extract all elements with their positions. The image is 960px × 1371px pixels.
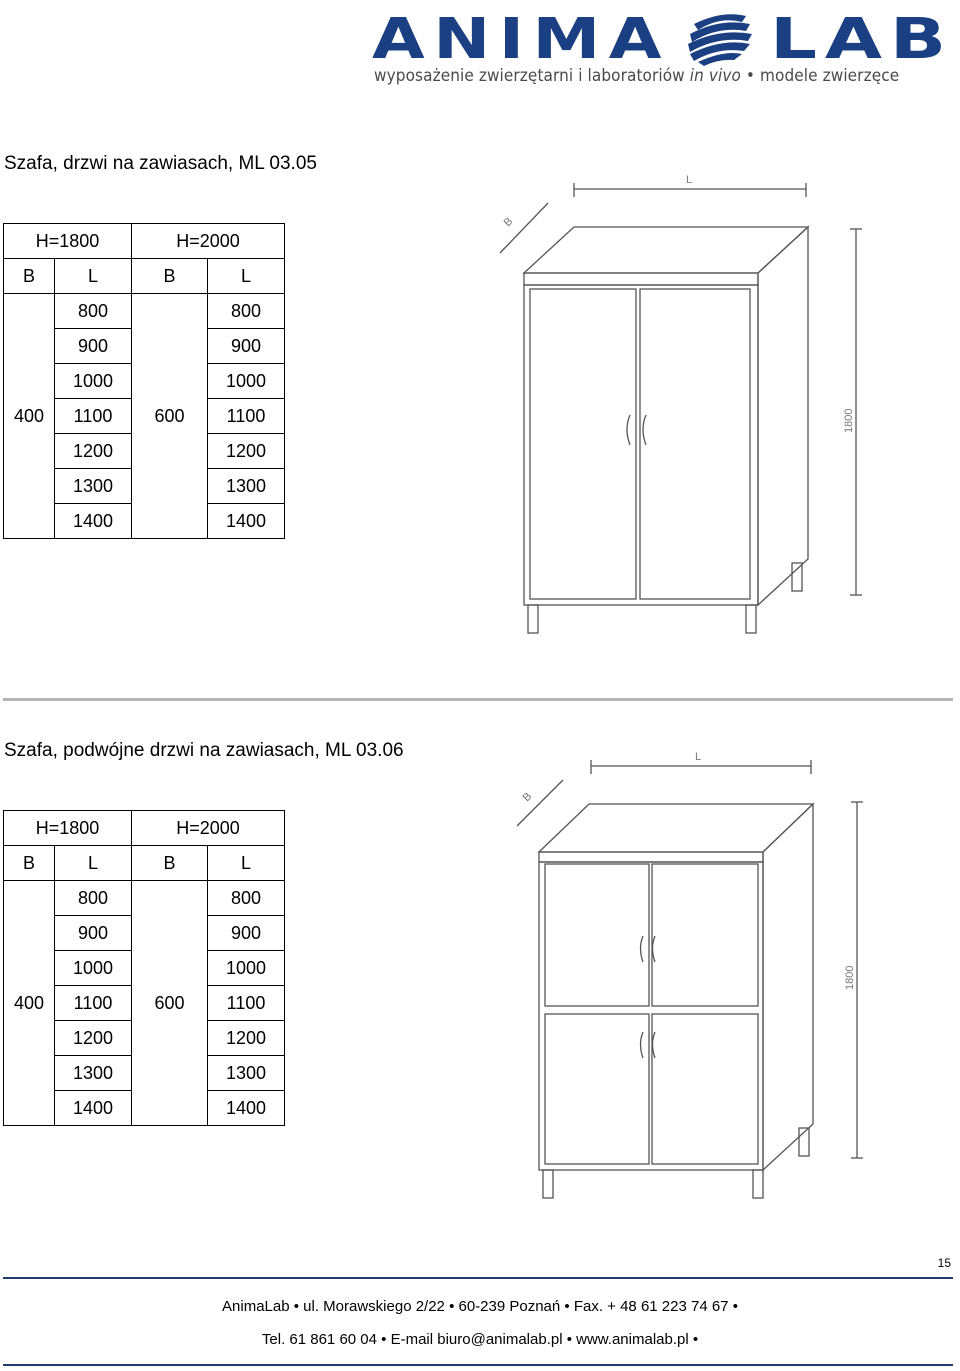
depth-value: 400 <box>4 881 55 1126</box>
length-value: 1000 <box>208 951 285 986</box>
page-number: 15 <box>937 1256 951 1270</box>
door-handle <box>643 415 646 445</box>
cabinet-2-door-drawing <box>490 165 870 645</box>
length-value: 1000 <box>55 364 132 399</box>
length-value: 1200 <box>55 434 132 469</box>
table-row <box>4 846 285 881</box>
tagline-part-1: wyposażenie zwierzętarni i laboratoriów <box>374 66 690 86</box>
length-value: 1300 <box>208 1056 285 1091</box>
logo-tagline <box>374 66 960 86</box>
depth-value: 600 <box>132 294 208 539</box>
door-handle <box>627 415 630 445</box>
column-header: B <box>132 259 208 294</box>
tagline-part-2: • modele zwierzęce <box>740 66 900 86</box>
logo-name-right: LAB <box>770 7 954 72</box>
length-value: 1100 <box>55 986 132 1021</box>
cabinet-leg <box>746 605 756 633</box>
length-value: 1000 <box>208 364 285 399</box>
table-row <box>4 294 285 329</box>
length-value: 1100 <box>208 986 285 1021</box>
column-header: L <box>208 259 285 294</box>
drawing-label-l: L <box>686 174 693 186</box>
length-value: 1000 <box>55 951 132 986</box>
length-value: 1300 <box>55 469 132 504</box>
door-handle <box>653 1032 656 1058</box>
table-row <box>4 811 285 846</box>
cabinet-leg <box>543 1170 553 1198</box>
cabinet-top <box>539 804 813 852</box>
cabinet-top-front <box>539 852 763 862</box>
tagline-in-vivo: in vivo <box>689 66 741 86</box>
logo-globe-icon <box>688 14 752 66</box>
table-row <box>4 224 285 259</box>
cabinet-body <box>539 862 763 1170</box>
length-value: 1400 <box>208 504 285 539</box>
cabinet-leg <box>792 563 802 591</box>
cabinet-door <box>545 864 649 1006</box>
dimension-line-b <box>500 203 548 253</box>
footer-contact: Tel. 61 861 60 04 • E-mail biuro@animalab.pl • www.animalab.pl • <box>261 1331 699 1348</box>
height-header: H=2000 <box>132 811 285 846</box>
length-value: 800 <box>55 881 132 916</box>
length-value: 1100 <box>208 399 285 434</box>
cabinet-leg <box>753 1170 763 1198</box>
length-value: 900 <box>208 916 285 951</box>
length-value: 1300 <box>55 1056 132 1091</box>
door-handle <box>653 936 656 962</box>
cabinet-door <box>545 1014 649 1164</box>
dimensions-table <box>3 810 285 1126</box>
length-value: 1200 <box>208 1021 285 1056</box>
footer-address: AnimaLab • ul. Morawskiego 2/22 • 60-239 Poznań • Fax. + 48 61 223 74 67 • <box>222 1298 738 1315</box>
column-header: B <box>132 846 208 881</box>
drawing-label-h: 1800 <box>843 408 855 433</box>
length-value: 800 <box>208 881 285 916</box>
length-value: 900 <box>208 329 285 364</box>
product-title: Szafa, drzwi na zawiasach, ML 03.05 <box>4 153 317 174</box>
cabinet-door <box>652 1014 758 1164</box>
column-header: L <box>55 259 132 294</box>
length-value: 1400 <box>55 504 132 539</box>
column-header: L <box>55 846 132 881</box>
dimensions-table <box>3 223 285 539</box>
footer-rule <box>3 1364 953 1366</box>
column-header: B <box>4 846 55 881</box>
depth-value: 600 <box>132 881 208 1126</box>
length-value: 1200 <box>55 1021 132 1056</box>
table-row <box>4 259 285 294</box>
length-value: 900 <box>55 329 132 364</box>
cabinet-top-front <box>524 273 758 285</box>
cabinet-4-door-drawing <box>505 740 875 1210</box>
product-title: Szafa, podwójne drzwi na zawiasach, ML 03.06 <box>4 740 404 761</box>
cabinet-door <box>530 289 636 599</box>
door-handle <box>641 936 644 962</box>
drawing-label-b: B <box>501 215 516 230</box>
cabinet-leg <box>528 605 538 633</box>
table-row <box>4 881 285 916</box>
drawing-label-b: B <box>520 790 535 805</box>
column-header: L <box>208 846 285 881</box>
height-header: H=2000 <box>132 224 285 259</box>
height-header: H=1800 <box>4 224 132 259</box>
column-header: B <box>4 259 55 294</box>
height-header: H=1800 <box>4 811 132 846</box>
cabinet-side <box>758 227 808 605</box>
length-value: 1300 <box>208 469 285 504</box>
drawing-label-l: L <box>695 751 702 763</box>
door-handle <box>641 1032 644 1058</box>
length-value: 1200 <box>208 434 285 469</box>
depth-value: 400 <box>4 294 55 539</box>
dimension-line-b <box>517 780 563 826</box>
cabinet-door <box>640 289 750 599</box>
cabinet-body <box>524 285 758 605</box>
length-value: 800 <box>208 294 285 329</box>
cabinet-side <box>763 804 813 1170</box>
length-value: 900 <box>55 916 132 951</box>
logo-name-left: ANIMA <box>372 7 670 72</box>
length-value: 800 <box>55 294 132 329</box>
cabinet-door <box>652 864 758 1006</box>
length-value: 1400 <box>55 1091 132 1126</box>
section-divider <box>3 698 953 701</box>
length-value: 1400 <box>208 1091 285 1126</box>
length-value: 1100 <box>55 399 132 434</box>
drawing-label-h: 1800 <box>844 965 856 990</box>
footer-rule <box>3 1277 953 1279</box>
